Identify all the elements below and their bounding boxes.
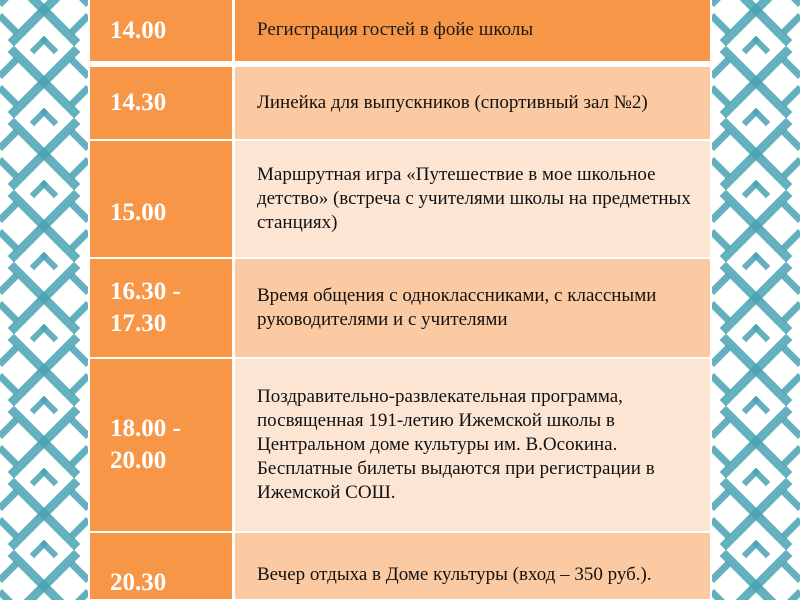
event-time: 16.30 - 17.30 bbox=[90, 258, 234, 358]
event-description: Вечер отдыха в Доме культуры (вход – 350 руб.). bbox=[234, 532, 711, 600]
right-ornament-border bbox=[712, 0, 800, 600]
event-time: 14.00 bbox=[90, 0, 234, 64]
event-description: Линейка для выпускников (спортивный зал №2) bbox=[234, 64, 711, 140]
event-description: Время общения с одноклассниками, с классными руководителями и с учителями bbox=[234, 258, 711, 358]
schedule-row bbox=[90, 140, 710, 258]
event-schedule-table bbox=[90, 0, 710, 601]
event-time: 18.00 - 20.00 bbox=[90, 358, 234, 532]
schedule-row bbox=[90, 358, 710, 532]
knot-ornament-icon bbox=[712, 0, 800, 600]
event-description: Маршрутная игра «Путешествие в мое школьное детство» (встреча с учителями школы на предметных станциях) bbox=[234, 140, 711, 258]
knot-ornament-icon bbox=[0, 0, 88, 600]
event-time: 20.30 bbox=[90, 532, 234, 600]
schedule-row bbox=[90, 64, 710, 140]
event-time: 15.00 bbox=[90, 140, 234, 258]
event-description: Регистрация гостей в фойе школы bbox=[234, 0, 711, 64]
schedule-row bbox=[90, 0, 710, 64]
schedule-row bbox=[90, 532, 710, 600]
event-time: 14.30 bbox=[90, 64, 234, 140]
schedule-row bbox=[90, 258, 710, 358]
event-description: Поздравительно-развлекательная программа, посвященная 191-летию Ижемской школы в Центральном доме культуры им. В.Осокина. Бесплатные билеты выдаются при регистрации в Ижемской СОШ. bbox=[234, 358, 711, 532]
left-ornament-border bbox=[0, 0, 88, 600]
